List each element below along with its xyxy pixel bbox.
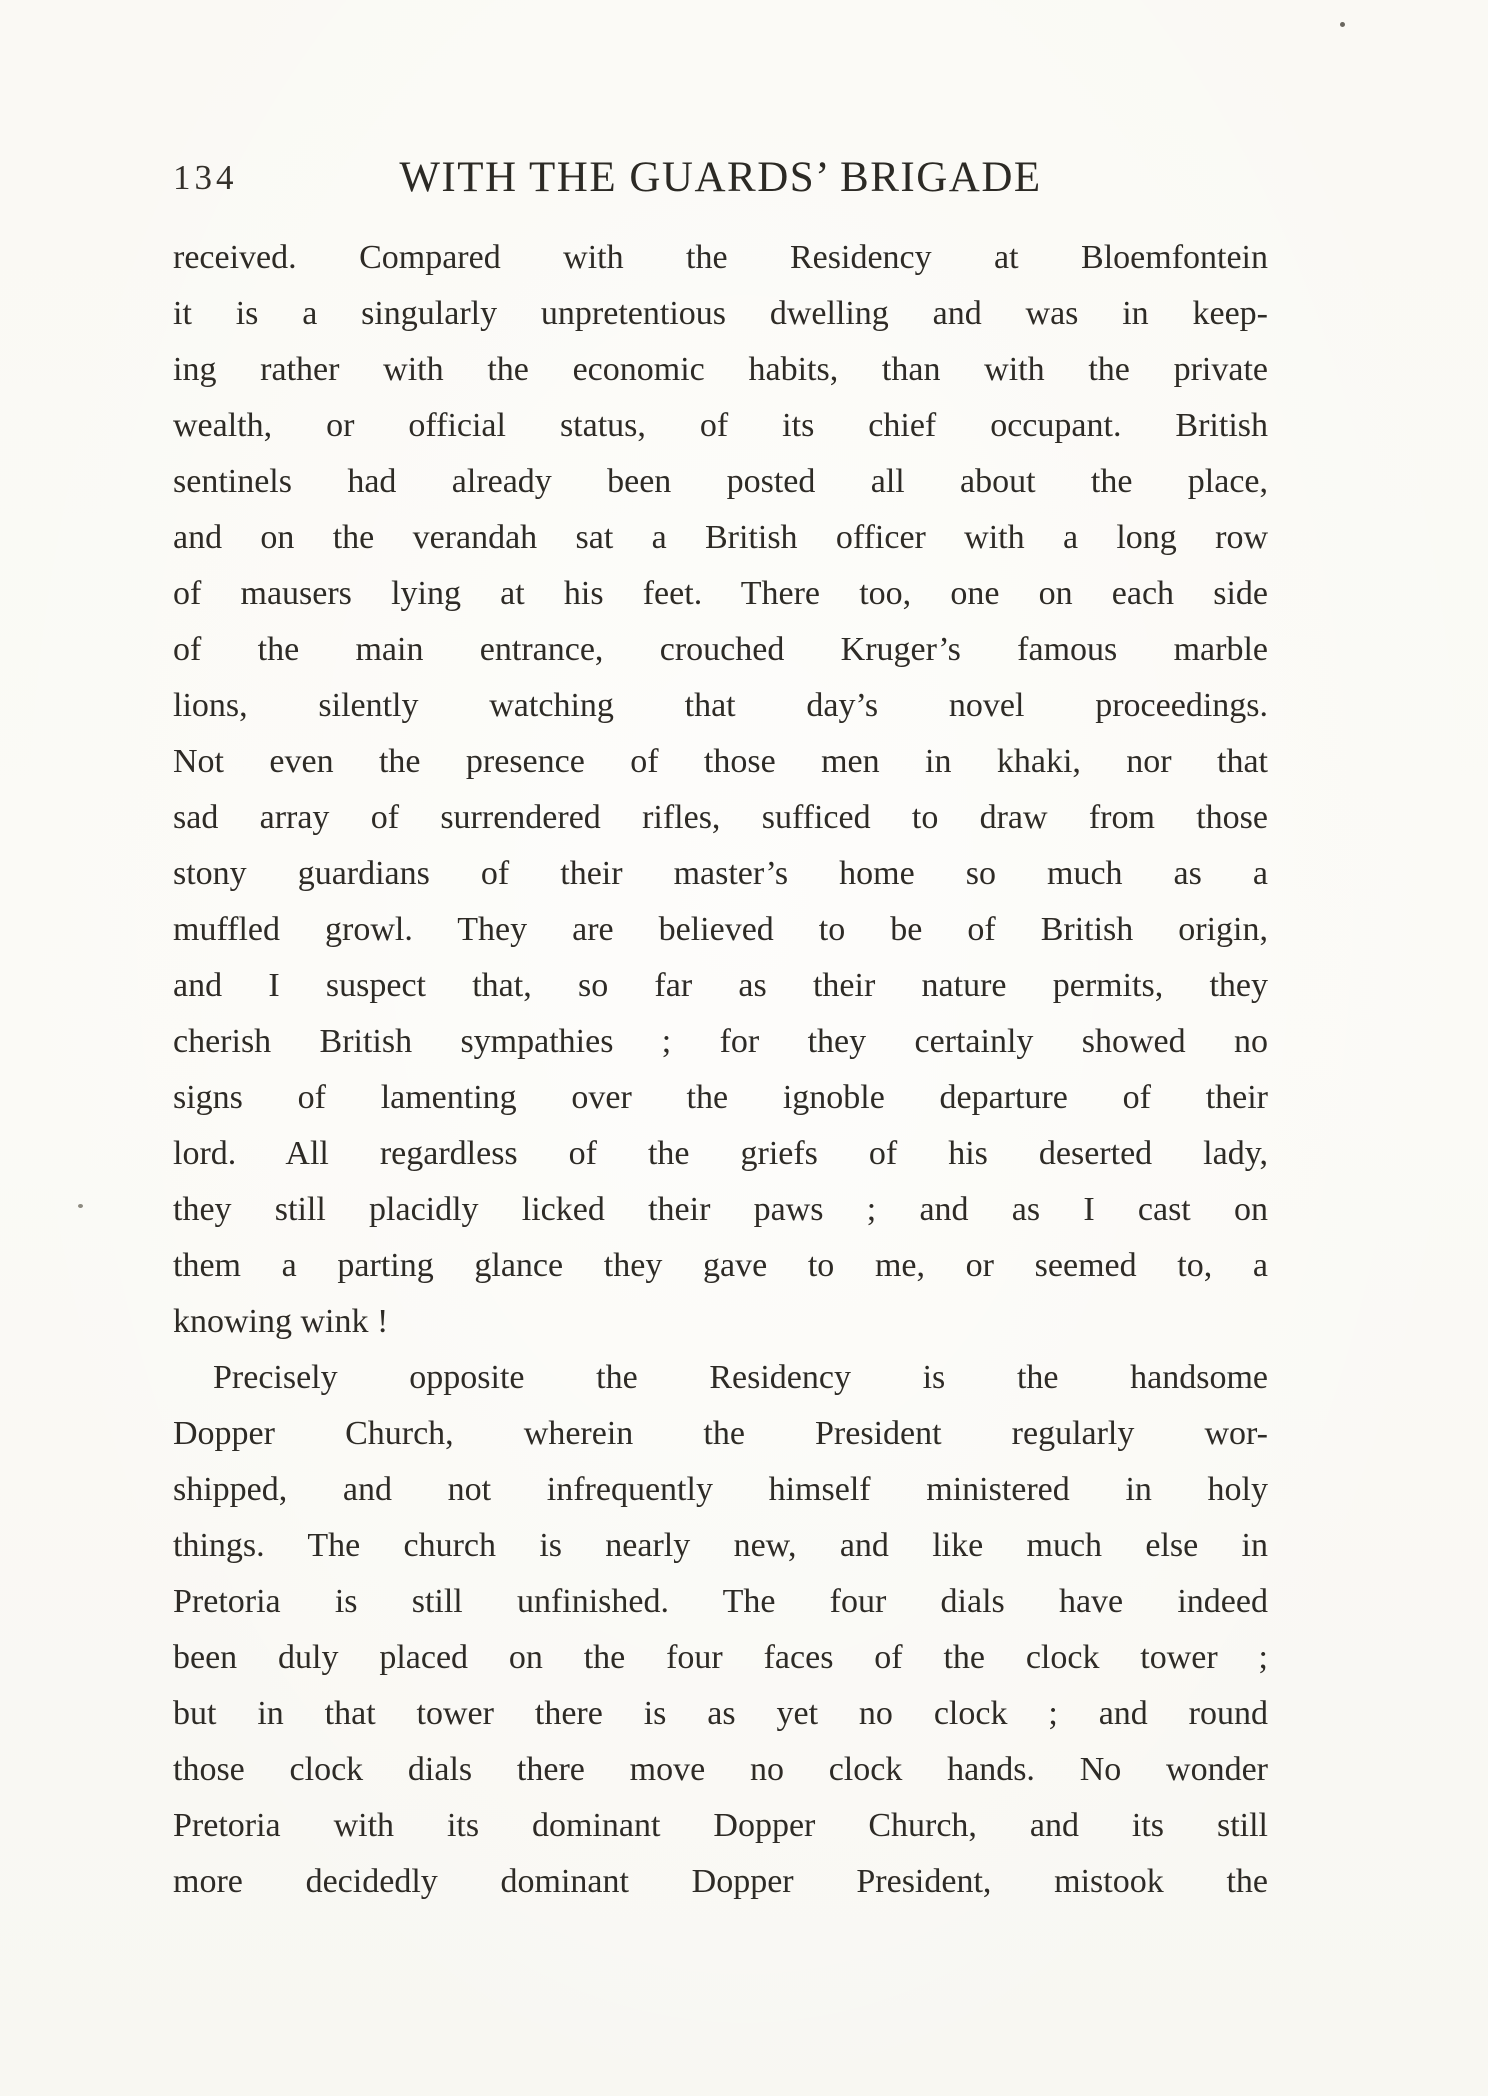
text-line: ing rather with the economic habits, than with the private <box>173 351 1268 388</box>
text-line: lord. All regardless of the griefs of his deserted lady, <box>173 1135 1268 1172</box>
text-line: but in that tower there is as yet no clock ; and round <box>173 1695 1268 1732</box>
text-line: they still placidly licked their paws ; and as I cast on <box>173 1191 1268 1228</box>
text-line: Dopper Church, wherein the President regularly wor- <box>173 1415 1268 1452</box>
text-line: wealth, or official status, of its chief occupant. British <box>173 407 1268 444</box>
text-line: stony guardians of their master’s home so much as a <box>173 855 1268 892</box>
text-line: of mausers lying at his feet. There too, one on each side <box>173 575 1268 612</box>
text-line: Pretoria with its dominant Dopper Church, and its still <box>173 1807 1268 1844</box>
paragraph <box>173 1350 1268 1910</box>
paragraph <box>173 230 1268 1350</box>
text-line: sad array of surrendered rifles, sufficed to draw from those <box>173 799 1268 836</box>
text-line: muffled growl. They are believed to be of British origin, <box>173 911 1268 948</box>
page-header <box>173 138 1268 202</box>
text-line: Precisely opposite the Residency is the handsome <box>213 1359 1268 1396</box>
page-number: 134 <box>173 158 238 197</box>
text-line: them a parting glance they gave to me, or seemed to, a <box>173 1247 1268 1284</box>
page-body <box>173 230 1268 1910</box>
text-line: shipped, and not infrequently himself ministered in holy <box>173 1471 1268 1508</box>
text-line: things. The church is nearly new, and like much else in <box>173 1527 1268 1564</box>
text-line: knowing wink ! <box>173 1303 389 1340</box>
text-line: of the main entrance, crouched Kruger’s famous marble <box>173 631 1268 668</box>
scan-speck <box>1340 22 1345 27</box>
text-line: been duly placed on the four faces of the clock tower ; <box>173 1639 1268 1676</box>
text-line: lions, silently watching that day’s novel proceedings. <box>173 687 1268 724</box>
text-line: and I suspect that, so far as their nature permits, they <box>173 967 1268 1004</box>
text-line: received. Compared with the Residency at Bloemfontein <box>173 239 1268 276</box>
running-title: WITH THE GUARDS’ BRIGADE <box>399 154 1042 201</box>
text-line: those clock dials there move no clock hands. No wonder <box>173 1751 1268 1788</box>
text-line: cherish British sympathies ; for they certainly showed no <box>173 1023 1268 1060</box>
text-line: Not even the presence of those men in khaki, nor that <box>173 743 1268 780</box>
text-line: signs of lamenting over the ignoble departure of their <box>173 1079 1268 1116</box>
scan-speck <box>78 1204 83 1208</box>
text-line: more decidedly dominant Dopper President, mistook the <box>173 1863 1268 1900</box>
text-line: and on the verandah sat a British officer with a long row <box>173 519 1268 556</box>
text-line: it is a singularly unpretentious dwelling and was in keep- <box>173 295 1268 332</box>
text-line: sentinels had already been posted all about the place, <box>173 463 1268 500</box>
text-line: Pretoria is still unfinished. The four dials have indeed <box>173 1583 1268 1620</box>
